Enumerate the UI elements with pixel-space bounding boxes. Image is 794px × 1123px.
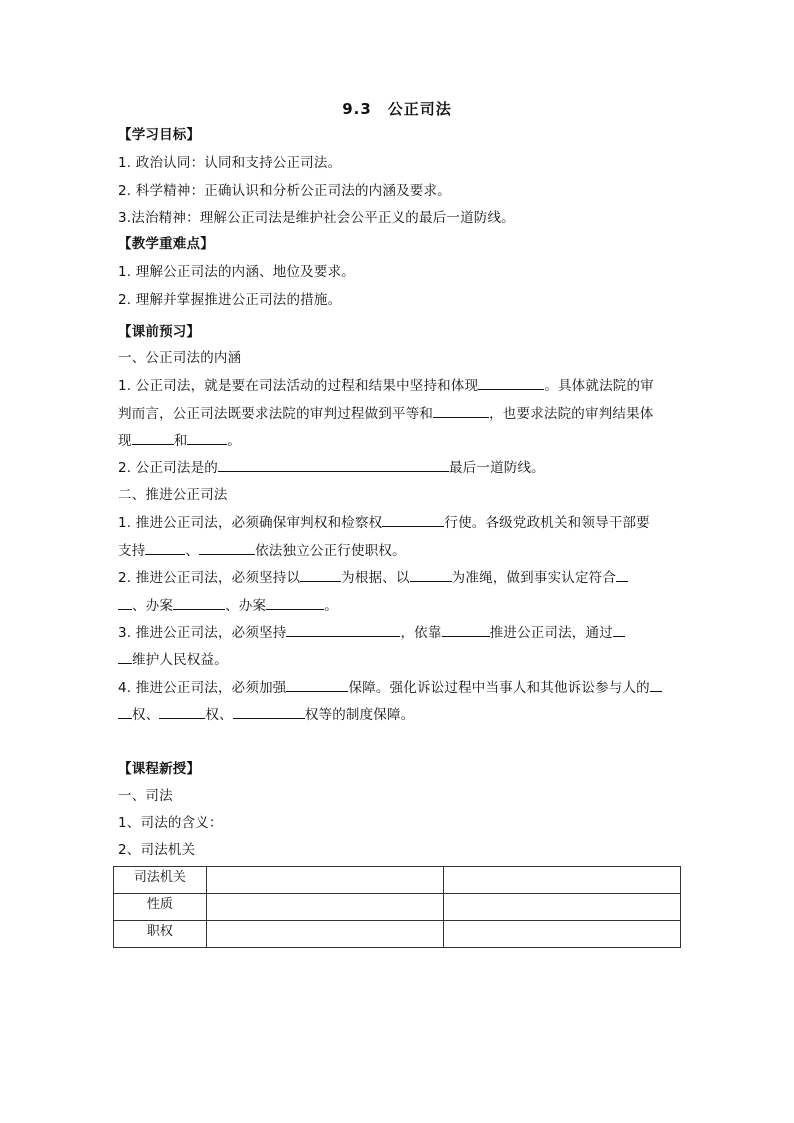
preview-section-2-heading: 二、推进公正司法 <box>118 487 228 503</box>
blank[interactable] <box>187 432 227 445</box>
new-lesson-section-1-heading: 一、司法 <box>118 788 173 804</box>
key-point-item-2: 2. 理解并掌握推进公正司法的措施。 <box>118 292 342 308</box>
table-cell[interactable] <box>206 894 443 921</box>
table-row-label: 职权 <box>114 921 207 948</box>
preview-s2-question-3-line-2: 维护人民权益。 <box>118 651 684 668</box>
preview-s2-question-1-line-1: 1. 推进公正司法，必须确保审判权和检察权 行使。各级党政机关和领导干部要 <box>118 515 650 531</box>
blank[interactable] <box>410 569 452 582</box>
table-row <box>114 921 681 948</box>
new-lesson-heading: 【课程新授】 <box>118 761 201 777</box>
blank[interactable] <box>286 679 348 692</box>
blank[interactable] <box>433 405 489 418</box>
goal-item-2: 2. 科学精神：正确认识和分析公正司法的内涵及要求。 <box>118 183 451 199</box>
blank[interactable] <box>382 514 444 527</box>
preview-s2-question-4-line-1: 4. 推进公正司法，必须加强 保障。强化诉讼过程中当事人和其他诉讼参与人的 <box>118 679 684 696</box>
blank[interactable] <box>300 569 341 582</box>
table-row <box>114 894 681 921</box>
blank[interactable] <box>199 542 255 555</box>
table-cell[interactable] <box>443 894 680 921</box>
goal-item-3: 3.法治精神：理解公正司法是维护社会公平正义的最后一道防线。 <box>118 210 515 226</box>
new-lesson-item-2: 2、司法机关 <box>118 842 196 858</box>
blank[interactable] <box>118 706 132 719</box>
preview-s2-question-2-line-2: 、办案 、办案 。 <box>118 597 684 614</box>
preview-s2-question-1-line-2: 支持 、 依法独立公正行使职权。 <box>118 543 406 559</box>
preview-s1-question-1-line-3: 现 和 。 <box>118 433 242 449</box>
blank[interactable] <box>266 597 324 610</box>
preview-s2-question-4-line-2: 权、 权、 权等的制度保障。 <box>118 706 684 723</box>
preview-s1-question-1-line-2: 判而言，公正司法既要求法院的审判过程做到平等和 ，也要求法院的审判结果体 <box>118 406 654 422</box>
blank[interactable] <box>286 624 400 637</box>
table-cell[interactable] <box>206 921 443 948</box>
blank[interactable] <box>132 432 174 445</box>
blank[interactable] <box>218 459 449 472</box>
blank[interactable] <box>616 569 628 582</box>
preview-s1-question-1-line-1: 1. 公正司法，就是要在司法活动的过程和结果中坚持和体现 。具体就法院的审 <box>118 378 654 394</box>
table-cell[interactable] <box>443 921 680 948</box>
blank[interactable] <box>650 679 662 692</box>
preview-s2-question-2-line-1: 2. 推进公正司法，必须坚持以 为根据、以 为准绳，做到事实认定符合 <box>118 569 684 586</box>
blank[interactable] <box>613 624 625 637</box>
blank[interactable] <box>173 597 225 610</box>
blank[interactable] <box>478 377 544 390</box>
table-cell[interactable] <box>443 867 680 894</box>
table-cell[interactable] <box>206 867 443 894</box>
preview-section-1-heading: 一、公正司法的内涵 <box>118 350 242 366</box>
blank[interactable] <box>233 706 305 719</box>
page-title: 9.3 公正司法 <box>342 100 452 118</box>
preview-s2-question-3-line-1: 3. 推进公正司法，必须坚持 ，依靠 推进公正司法，通过 <box>118 624 684 641</box>
blank[interactable] <box>159 706 205 719</box>
key-point-item-1: 1. 理解公正司法的内涵、地位及要求。 <box>118 264 355 280</box>
key-points-heading: 【教学重难点】 <box>118 236 214 252</box>
blank[interactable] <box>145 542 185 555</box>
goals-heading: 【学习目标】 <box>118 127 201 143</box>
goal-item-1: 1. 政治认同：认同和支持公正司法。 <box>118 155 342 171</box>
judicial-organs-table <box>113 866 681 948</box>
preview-heading: 【课前预习】 <box>118 324 201 340</box>
blank[interactable] <box>442 624 490 637</box>
table-row-label: 司法机关 <box>114 867 207 894</box>
preview-s1-question-2: 2. 公正司法是的 最后一道防线。 <box>118 460 545 476</box>
table-row-label: 性质 <box>114 894 207 921</box>
table-row <box>114 867 681 894</box>
blank[interactable] <box>118 597 132 610</box>
blank[interactable] <box>118 651 132 664</box>
new-lesson-item-1: 1、司法的含义： <box>118 815 223 831</box>
